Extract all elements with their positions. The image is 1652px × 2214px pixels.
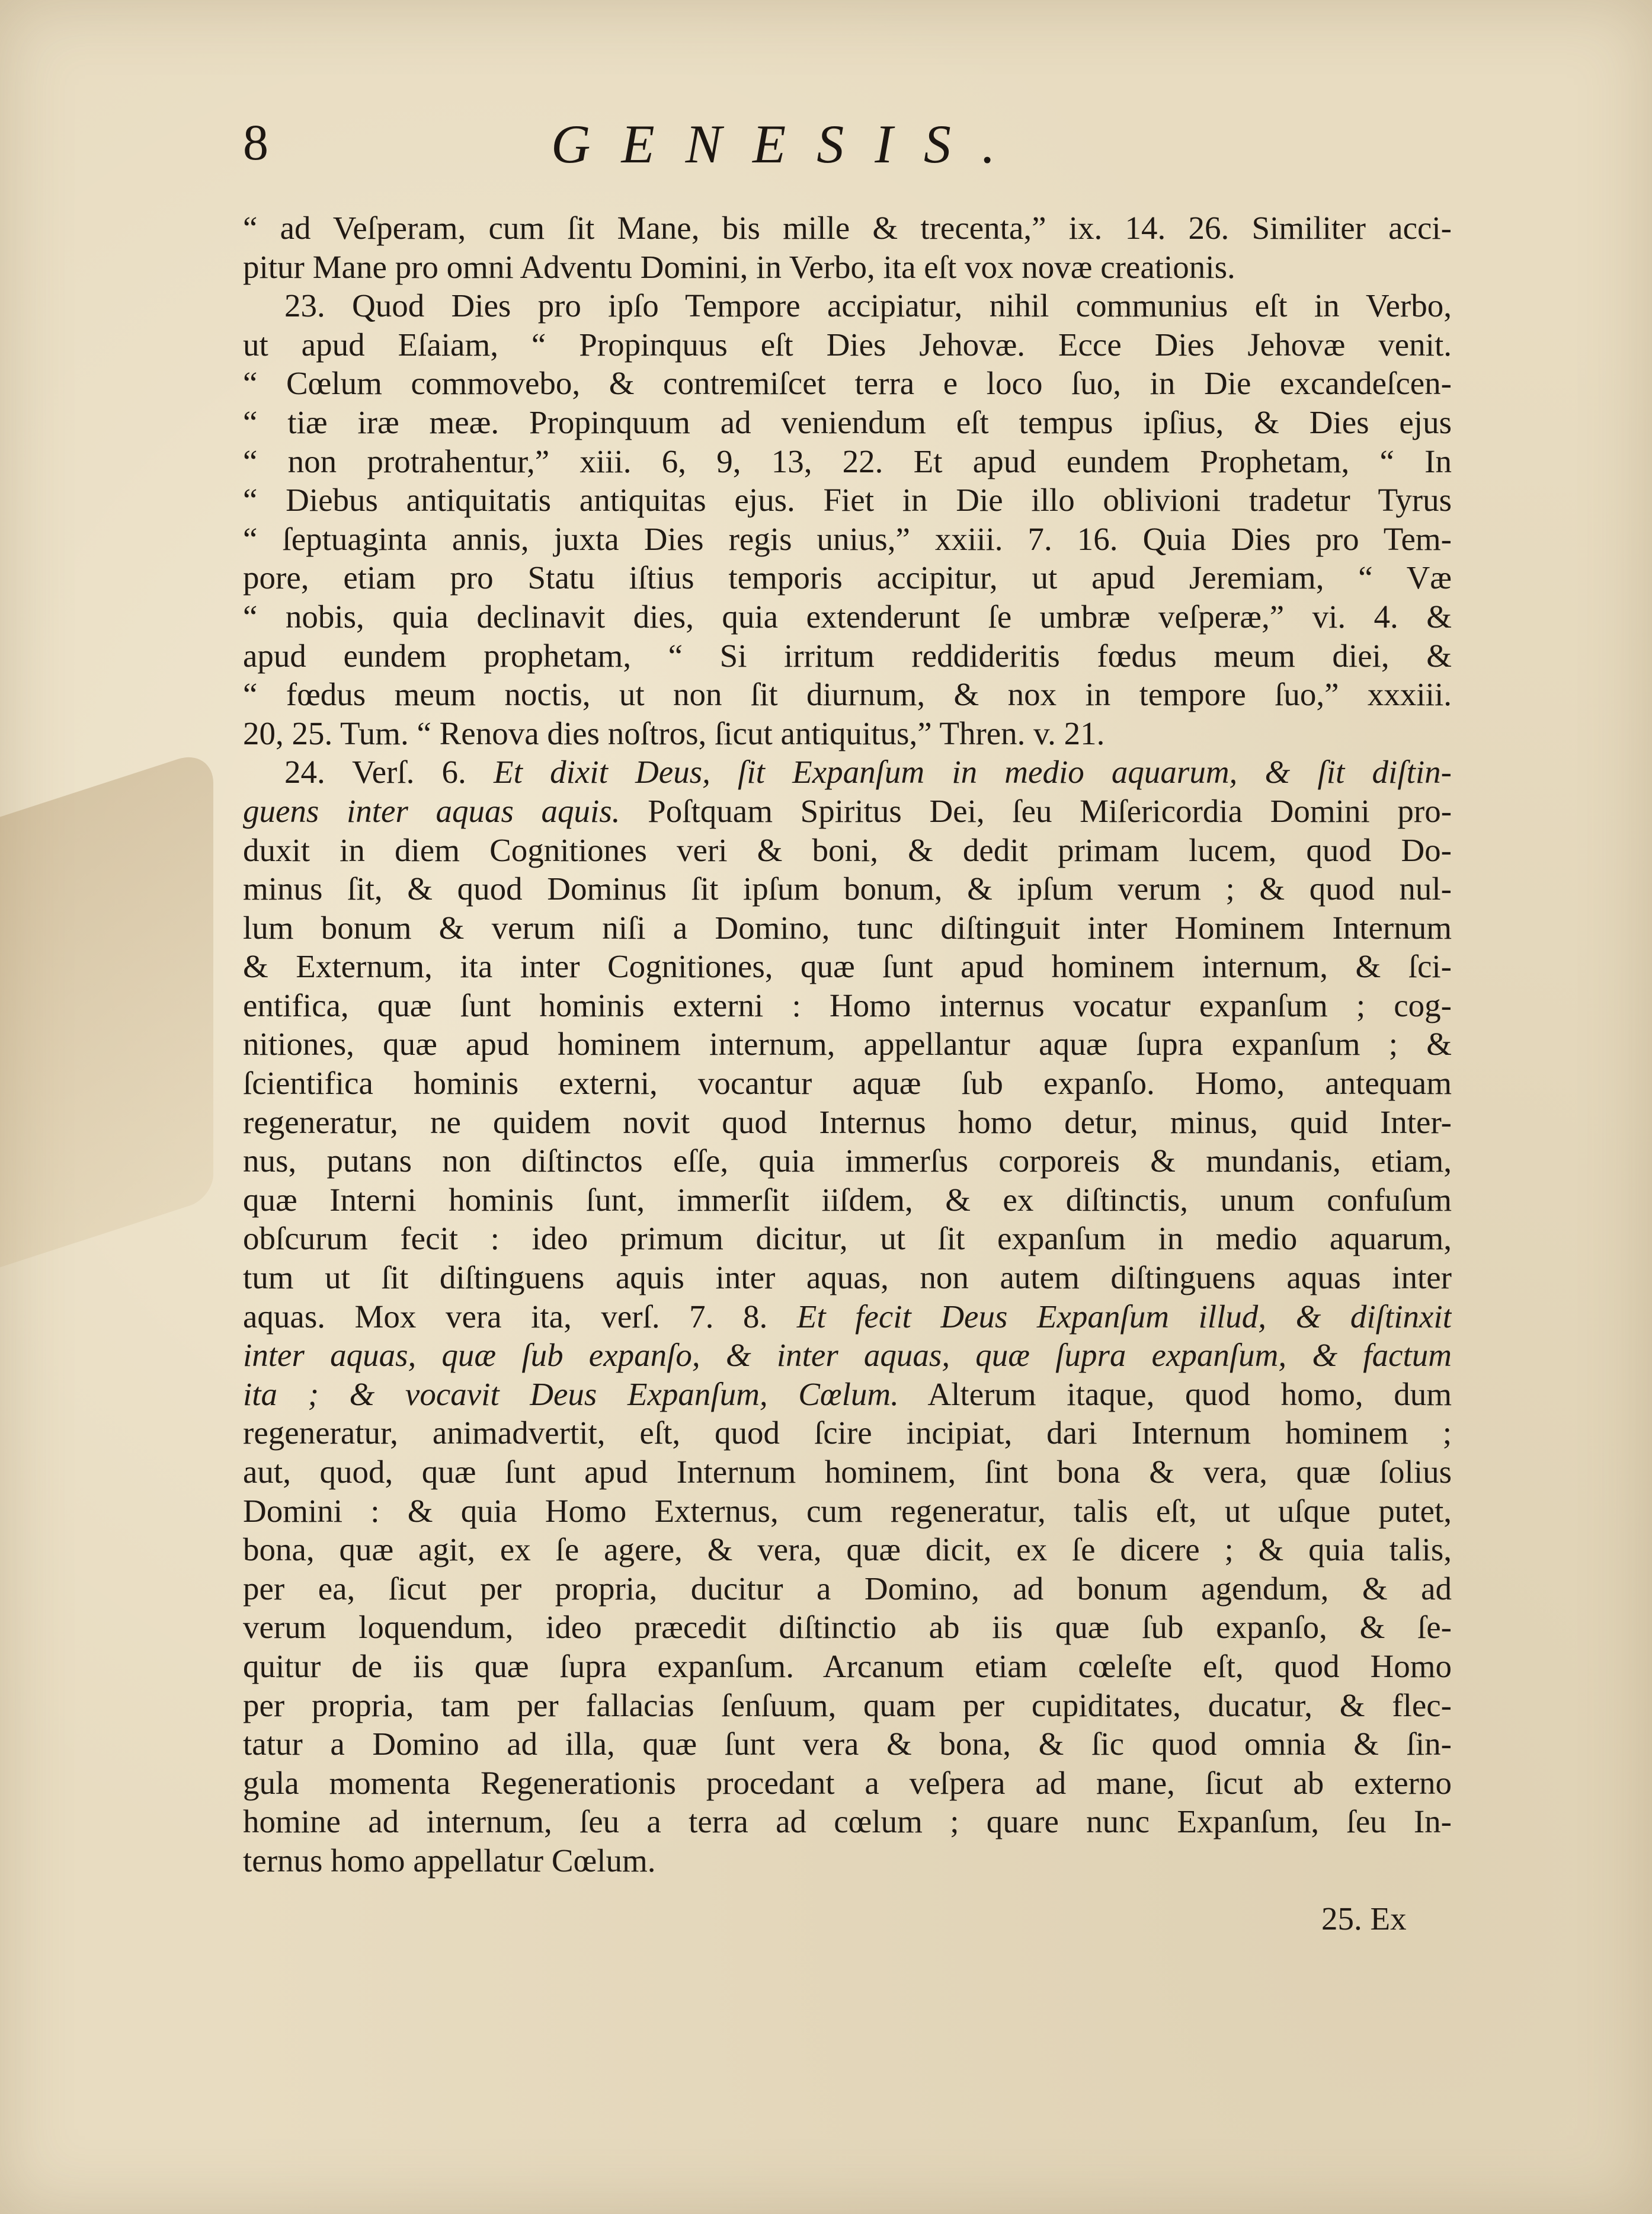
- text-line: ita ; & vocavit Deus Expanſum, Cœlum. Alterum itaque, quod homo, dum: [243, 1375, 1452, 1412]
- text-line: “ ad Veſperam, cum ſit Mane, bis mille & trecenta,” ix. 14. 26. Similiter acci-: [243, 210, 1452, 246]
- text-line: “ nobis, quia declinavit dies, quia extenderunt ſe umbræ veſperæ,” vi. 4. &: [243, 598, 1452, 635]
- text-line: lum bonum & verum niſi a Domino, tunc diſtinguit inter Hominem Internum: [243, 909, 1452, 946]
- text-line: duxit in diem Cognitiones veri & boni, & dedit primam lucem, quod Do-: [243, 831, 1452, 868]
- text-line: “ ſeptuaginta annis, juxta Dies regis unius,” xxiii. 7. 16. Quia Dies pro Tem-: [243, 520, 1452, 557]
- text-line: “ tiæ iræ meæ. Propinquum ad veniendum eſt tempus ipſius, & Dies ejus: [243, 404, 1452, 440]
- text-line: nitiones, quæ apud hominem internum, appellantur aquæ ſupra expanſum ; &: [243, 1026, 1452, 1063]
- text-line: per ea, ſicut per propria, ducitur a Domino, ad bonum agendum, & ad: [243, 1570, 1452, 1607]
- text-line: quæ Interni hominis ſunt, immerſit iiſdem, & ex diſtinctis, unum confuſum: [243, 1181, 1452, 1218]
- text-line: “ Diebus antiquitatis antiquitas ejus. Fiet in Die illo oblivioni tradetur Tyrus: [243, 482, 1452, 519]
- text-line: tatur a Domino ad illa, quæ ſunt vera & bona, & ſic quod omnia & ſin-: [243, 1726, 1452, 1762]
- text-line: regeneratur, animadvertit, eſt, quod ſcire incipiat, dari Internum hominem ;: [243, 1415, 1452, 1451]
- text-line: apud eundem prophetam, “ Si irritum reddideritis fœdus meum diei, &: [243, 637, 1452, 674]
- text-line: pitur Mane pro omni Adventu Domini, in Verbo, ita eſt vox novæ creationis.: [243, 248, 1235, 285]
- text-line: regeneratur, ne quidem novit quod Internus homo detur, minus, quid Inter-: [243, 1103, 1452, 1140]
- text-line: pore, etiam pro Statu iſtius temporis accipitur, ut apud Jeremiam, “ Væ: [243, 559, 1452, 596]
- text-line: minus ſit, & quod Dominus ſit ipſum bonum, & ipſum verum ; & quod nul-: [243, 871, 1452, 907]
- text-line: “ non protrahentur,” xiii. 6, 9, 13, 22. Et apud eundem Prophetam, “ In: [243, 443, 1452, 479]
- paper-stain: [0, 748, 213, 1268]
- text-line: nus, putans non diſtinctos eſſe, quia immerſus corporeis & mundanis, etiam,: [243, 1143, 1452, 1179]
- text-line: homine ad internum, ſeu a terra ad cœlum ; quare nunc Expanſum, ſeu In-: [243, 1803, 1452, 1840]
- text-line: gula momenta Regenerationis procedant a veſpera ad mane, ſicut ab externo: [243, 1764, 1452, 1801]
- text-line: ut apud Eſaiam, “ Propinquus eſt Dies Jehovæ. Ecce Dies Jehovæ venit.: [243, 326, 1452, 363]
- text-line: aut, quod, quæ ſunt apud Internum hominem, ſint bona & vera, quæ ſolius: [243, 1454, 1452, 1490]
- text-line: 24. Verſ. 6. Et dixit Deus, ſit Expanſum in medio aquarum, & ſit diſtin-: [284, 754, 1452, 791]
- catchword: 25. Ex: [1321, 1901, 1407, 1937]
- text-line: “ fœdus meum noctis, ut non ſit diurnum, & nox in tempore ſuo,” xxxiii.: [243, 676, 1452, 713]
- text-line: quitur de iis quæ ſupra expanſum. Arcanum etiam cœleſte eſt, quod Homo: [243, 1647, 1452, 1684]
- page-header: [243, 113, 1250, 190]
- body-text: [243, 209, 1452, 1880]
- text-line: bona, quæ agit, ex ſe agere, & vera, quæ dicit, ex ſe dicere ; & quia talis,: [243, 1531, 1452, 1568]
- text-line: obſcurum fecit : ideo primum dicitur, ut ſit expanſum in medio aquarum,: [243, 1220, 1452, 1257]
- text-line: ternus homo appellatur Cœlum.: [243, 1842, 656, 1879]
- text-line: entifica, quæ ſunt hominis externi : Homo internus vocatur expanſum ; cog-: [243, 987, 1452, 1023]
- text-line: “ Cœlum commovebo, & contremiſcet terra e loco ſuo, in Die excandeſcen-: [243, 365, 1452, 402]
- text-line: Domini : & quia Homo Externus, cum regeneratur, talis eſt, ut uſque putet,: [243, 1492, 1452, 1529]
- text-line: per propria, tam per fallacias ſenſuum, quam per cupiditates, ducatur, & flec-: [243, 1687, 1452, 1723]
- text-line: tum ut ſit diſtinguens aquis inter aquas, non autem diſtinguens aquas inter: [243, 1259, 1452, 1296]
- text-line: ſcientifica hominis externi, vocantur aquæ ſub expanſo. Homo, antequam: [243, 1065, 1452, 1102]
- text-line: aquas. Mox vera ita, verſ. 7. 8. Et fecit Deus Expanſum illud, & diſtinxit: [243, 1298, 1452, 1335]
- running-title: GENESIS.: [551, 114, 1026, 174]
- text-line: 20, 25. Tum. “ Renova dies noſtros, ſicut antiquitus,” Thren. v. 21.: [243, 715, 1105, 751]
- page-number: 8: [243, 114, 268, 171]
- text-line: & Externum, ita inter Cognitiones, quæ ſunt apud hominem internum, & ſci-: [243, 948, 1452, 985]
- text-line: inter aquas, quæ ſub expanſo, & inter aquas, quæ ſupra expanſum, & factum: [243, 1337, 1452, 1374]
- text-line: guens inter aquas aquis. Poſtquam Spiritus Dei, ſeu Miſericordia Domini pro-: [243, 792, 1452, 829]
- text-line: 23. Quod Dies pro ipſo Tempore accipiatur, nihil communius eſt in Verbo,: [284, 287, 1452, 324]
- text-line: verum loquendum, ideo præcedit diſtinctio ab iis quæ ſub expanſo, & ſe-: [243, 1609, 1452, 1646]
